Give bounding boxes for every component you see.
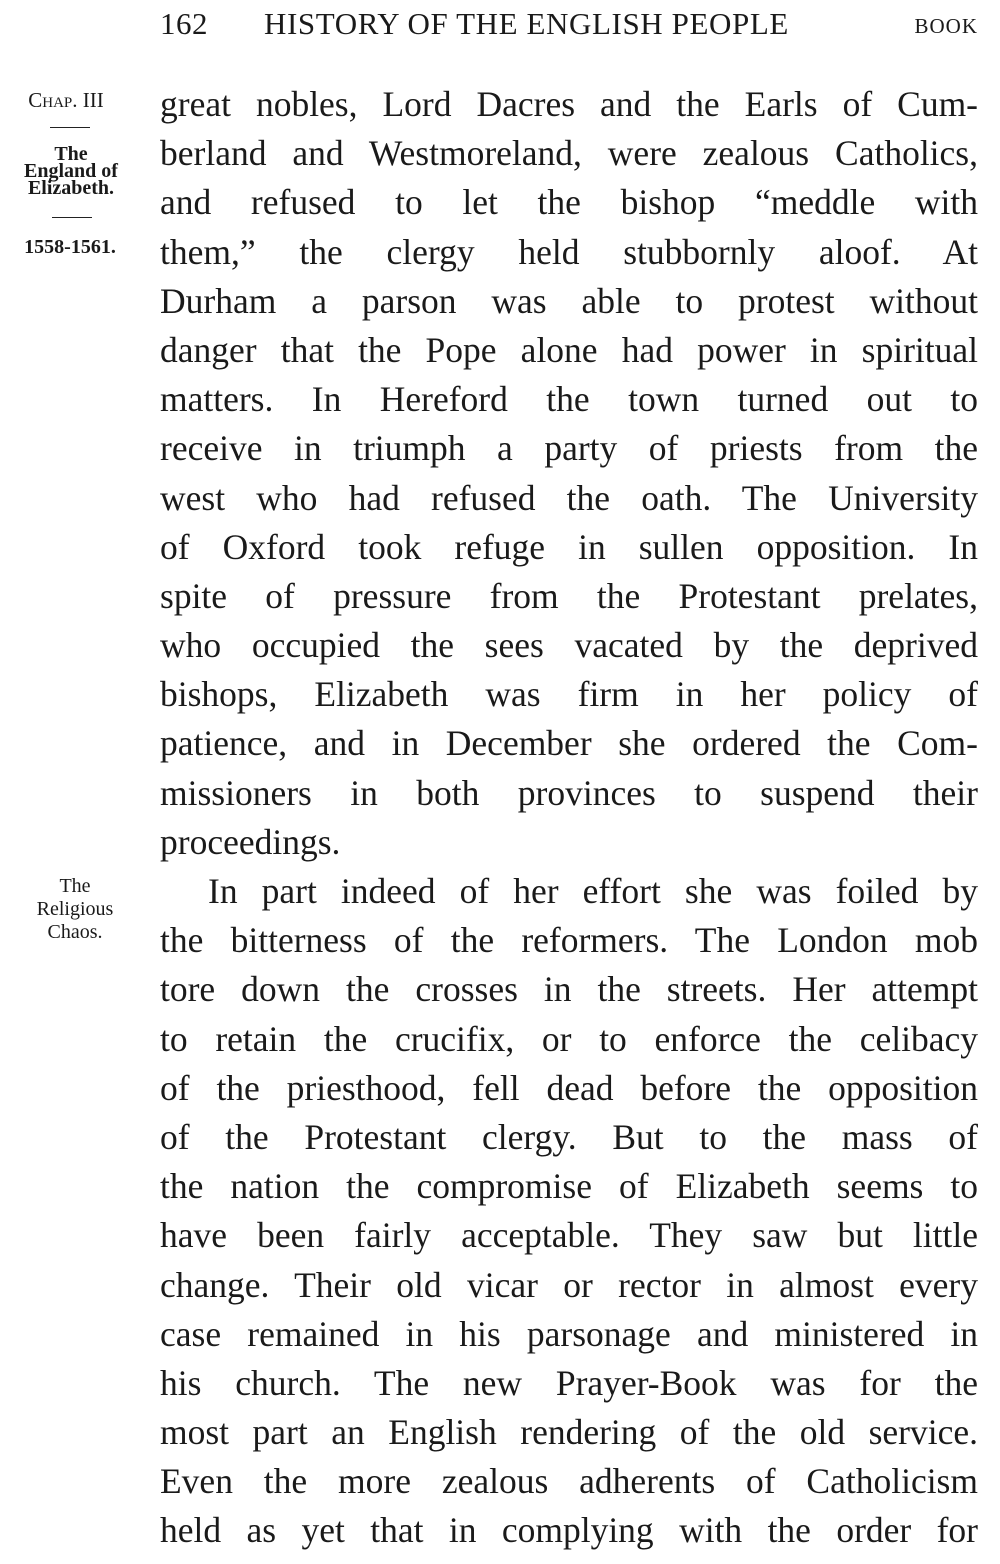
margin-topic-religious-chaos — [14, 875, 136, 944]
text-line: receive in triumph a party of priests from the — [160, 428, 978, 469]
margin-dates: 1558-1561. — [24, 236, 116, 258]
text-line: missioners in both provinces to suspend their — [160, 772, 978, 813]
text-line: case remained in his parsonage and ministered in — [160, 1313, 978, 1354]
text-line: Even the more zealous adherents of Catholicism — [160, 1461, 978, 1502]
text-line: to retain the crucifix, or to enforce the celibacy — [160, 1018, 978, 1059]
paragraph-end-line: proceedings. — [160, 821, 341, 862]
margin-topic-england-of-elizabeth — [4, 143, 138, 199]
text-line: the bitterness of the reformers. The London mob — [160, 920, 978, 961]
book-label: BOOK — [914, 14, 978, 38]
text-line: west who had refused the oath. The University — [160, 477, 978, 518]
text-line: who occupied the sees vacated by the deprived — [160, 625, 978, 666]
text-line: held as yet that in complying with the order for — [160, 1510, 978, 1551]
page-number: 162 — [160, 6, 208, 41]
text-line: his church. The new Prayer-Book was for the — [160, 1362, 978, 1403]
text-line: the nation the compromise of Elizabeth seems to — [160, 1166, 978, 1207]
text-line: Durham a parson was able to protest without — [160, 280, 978, 321]
paragraph-start-line: In part indeed of her effort she was foiled by — [208, 871, 978, 911]
margin-rule — [52, 217, 92, 218]
margin-rule — [50, 127, 90, 128]
margin-topic-line: The — [54, 143, 88, 165]
text-line: of Oxford took refuge in sullen opposition. In — [160, 526, 978, 567]
text-line: tore down the crosses in the streets. Her attempt — [160, 969, 978, 1010]
body-text — [160, 80, 978, 1556]
margin-topic-line: Chaos. — [47, 921, 103, 943]
text-line: matters. In Hereford the town turned out to — [160, 379, 978, 420]
text-line: of the priesthood, fell dead before the opposition — [160, 1067, 978, 1108]
text-line: change. Their old vicar or rector in almost every — [160, 1264, 978, 1305]
text-line: spite of pressure from the Protestant prelates, — [160, 575, 978, 616]
text-line: berland and Westmoreland, were zealous Catholics, — [160, 133, 978, 174]
margin-topic-line: The — [59, 875, 91, 897]
running-title: HISTORY OF THE ENGLISH PEOPLE — [264, 6, 789, 41]
text-line: bishops, Elizabeth was firm in her policy of — [160, 674, 978, 715]
margin-topic-line: Religious — [36, 898, 114, 920]
margin-topic-line: Elizabeth. — [27, 177, 115, 199]
text-line: danger that the Pope alone had power in spiritual — [160, 329, 978, 370]
running-header — [160, 6, 978, 46]
text-line: patience, and in December she ordered the Com- — [160, 723, 978, 764]
text-line: them,” the clergy held stubbornly aloof. At — [160, 231, 978, 272]
margin-topic-line: England of — [24, 160, 118, 182]
text-line: most part an English rendering of the old service. — [160, 1412, 978, 1453]
chapter-label: Chap. III — [28, 88, 104, 112]
text-line: have been fairly acceptable. They saw but little — [160, 1215, 978, 1256]
text-line: of the Protestant clergy. But to the mass of — [160, 1116, 978, 1157]
text-line: and refused to let the bishop “meddle with — [160, 182, 978, 223]
text-line: great nobles, Lord Dacres and the Earls of Cum- — [160, 84, 978, 124]
